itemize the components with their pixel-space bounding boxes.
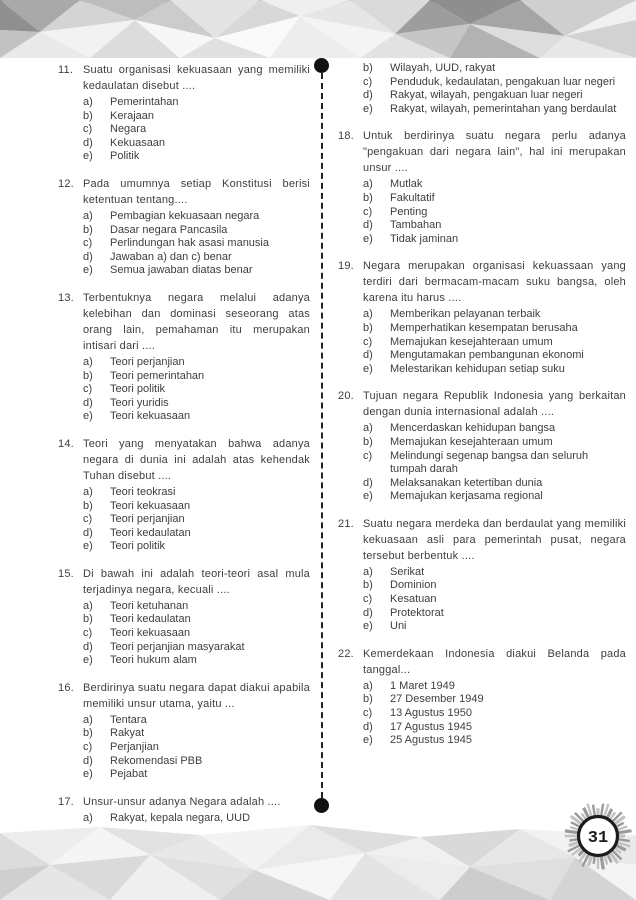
option-row: [83, 251, 310, 265]
option-text: Teori kedaulatan: [110, 526, 191, 539]
option-row: [83, 410, 310, 424]
options-list: [338, 62, 626, 116]
option-row: [363, 322, 626, 336]
option-row: [363, 206, 626, 220]
option-text: Jawaban a) dan c) benar: [110, 250, 232, 263]
option-text: Teori teokrasi: [110, 485, 176, 498]
question-text: Negara merupakan organisasi kekuassaan yang terdiri dari bermacam-macam suku bangsa, oleh karena itu harus ....: [363, 260, 626, 305]
option-letter: a): [83, 209, 93, 222]
question-text: Kemerdekaan Indonesia diakui Belanda pada tanggal...: [363, 647, 626, 676]
option-row: [83, 727, 310, 741]
option-text: 1 Maret 1949: [390, 679, 455, 692]
option-letter: e): [83, 264, 93, 277]
question-block: [58, 794, 310, 826]
option-row: [363, 62, 626, 76]
option-letter: d): [363, 606, 373, 619]
question-header: [58, 62, 310, 94]
question-header: [58, 680, 310, 712]
option-text: Melestarikan kehidupan setiap suku: [390, 362, 565, 375]
option-row: [83, 224, 310, 238]
question-header: [58, 290, 310, 354]
question-number: 13.: [58, 291, 74, 304]
option-row: [83, 110, 310, 124]
option-row: [83, 210, 310, 224]
question-block: [58, 680, 310, 782]
option-letter: a): [83, 96, 93, 108]
option-row: [363, 422, 626, 436]
options-list: [58, 812, 310, 826]
option-row: [83, 123, 310, 137]
option-row: [363, 89, 626, 103]
option-letter: e): [363, 734, 373, 747]
option-row: [363, 680, 626, 694]
option-text: Memperhatikan kesempatan berusaha: [390, 321, 578, 334]
option-letter: d): [363, 720, 373, 733]
option-row: [363, 336, 626, 350]
question-block: [58, 436, 310, 554]
question-number: 21.: [338, 517, 354, 530]
option-text: Semua jawaban diatas benar: [110, 264, 253, 277]
question-options-continued: [338, 62, 626, 116]
question-text: Tujuan negara Republik Indonesia yang berkaitan dengan dunia internasional adalah ....: [363, 390, 626, 419]
option-letter: b): [83, 499, 93, 512]
question-text: Teori yang menyatakan bahwa adanya negara di dunia ini adalah atas kehendak Tuhan disebut ....: [83, 437, 310, 482]
question-block: [58, 290, 310, 424]
option-letter: e): [83, 410, 93, 423]
question-header: [338, 516, 626, 564]
page-number-badge: [562, 800, 634, 872]
option-text: Negara: [110, 123, 147, 136]
option-text: Teori politik: [110, 540, 166, 553]
option-row: [363, 76, 626, 90]
questions-column-right: [338, 62, 626, 760]
option-text: Memajukan kesejahteraan umum: [390, 435, 553, 448]
option-letter: a): [363, 178, 373, 191]
option-row: [83, 356, 310, 370]
option-letter: d): [83, 640, 93, 653]
question-number: 18.: [338, 130, 354, 143]
option-text: Rakyat, kepala negara, UUD: [110, 811, 251, 824]
divider-bottom-dot: [314, 798, 329, 813]
option-letter: c): [83, 237, 93, 250]
option-letter: c): [363, 335, 373, 348]
option-row: [83, 397, 310, 411]
question-block: [58, 566, 310, 668]
option-letter: e): [363, 102, 373, 115]
option-row: [363, 192, 626, 206]
option-text: Teori kedaulatan: [110, 613, 191, 626]
question-block: [338, 516, 626, 634]
question-block: [338, 258, 626, 376]
option-letter: a): [363, 565, 373, 578]
option-text: Kesatuan: [390, 593, 437, 606]
option-text: Teori perjanjian: [110, 355, 185, 368]
option-row: [83, 812, 310, 826]
option-text: Mencerdaskan kehidupan bangsa: [390, 422, 556, 435]
options-list: [58, 486, 310, 554]
question-text: Suatu negara merdeka dan berdaulat yang memiliki kekuasaan asli para pemerintah pusat, negara tersebut berbentuk ....: [363, 517, 626, 562]
options-list: [338, 308, 626, 376]
option-letter: b): [83, 727, 93, 740]
question-block: [338, 646, 626, 748]
option-row: [83, 540, 310, 554]
option-letter: e): [83, 768, 93, 781]
option-row: [363, 450, 626, 477]
option-row: [83, 600, 310, 614]
question-block: [58, 176, 310, 278]
option-letter: c): [363, 707, 373, 720]
option-letter: c): [363, 205, 373, 218]
option-letter: d): [363, 89, 373, 102]
option-text: Mutlak: [390, 178, 423, 191]
option-row: [363, 219, 626, 233]
question-number: 22.: [338, 647, 354, 660]
option-letter: e): [83, 654, 93, 667]
option-letter: a): [363, 422, 373, 435]
options-list: [58, 210, 310, 278]
option-letter: c): [363, 75, 373, 88]
question-header: [58, 176, 310, 208]
option-letter: c): [83, 513, 93, 526]
option-row: [83, 527, 310, 541]
option-letter: b): [83, 223, 93, 236]
option-letter: c): [363, 593, 373, 606]
option-row: [363, 233, 626, 247]
option-text: Dominion: [390, 579, 437, 592]
option-letter: d): [363, 349, 373, 362]
option-row: [83, 264, 310, 278]
option-letter: d): [83, 136, 93, 149]
option-row: [363, 566, 626, 580]
option-text: Memberikan pelayanan terbaik: [390, 308, 541, 321]
option-letter: b): [363, 321, 373, 334]
option-letter: b): [83, 109, 93, 122]
option-text: Rakyat: [110, 727, 145, 740]
option-text: Dasar negara Pancasila: [110, 223, 228, 236]
option-row: [83, 486, 310, 500]
option-letter: a): [363, 679, 373, 692]
option-text: Memajukan kesejahteraan umum: [390, 335, 553, 348]
option-row: [363, 363, 626, 377]
option-text: Tambahan: [390, 219, 442, 232]
question-text: Suatu organisasi kekuasaan yang memiliki kedaulatan disebut ....: [83, 64, 310, 92]
option-row: [363, 693, 626, 707]
question-header: [338, 128, 626, 176]
option-row: [83, 755, 310, 769]
question-header: [338, 258, 626, 306]
option-letter: a): [83, 811, 93, 824]
option-row: [363, 103, 626, 117]
option-text: Perlindungan hak asasi manusia: [110, 237, 269, 250]
options-list: [58, 714, 310, 782]
option-text: Teori pemerintahan: [110, 369, 205, 382]
option-text: Rakyat, wilayah, pemerintahan yang berdaulat: [390, 102, 617, 115]
option-letter: e): [83, 150, 93, 163]
option-row: [363, 734, 626, 748]
question-number: 11.: [58, 64, 74, 76]
question-header: [58, 566, 310, 598]
question-block: [58, 62, 310, 164]
option-letter: d): [83, 250, 93, 263]
option-row: [363, 607, 626, 621]
option-row: [363, 308, 626, 322]
option-text: Pejabat: [110, 768, 148, 781]
option-text: Uni: [390, 620, 407, 633]
option-letter: b): [83, 613, 93, 626]
question-number: 16.: [58, 681, 74, 694]
option-letter: c): [363, 449, 373, 462]
option-letter: b): [363, 62, 373, 74]
option-text: Kekuasaan: [110, 136, 166, 149]
option-row: [363, 349, 626, 363]
question-number: 15.: [58, 567, 74, 580]
option-row: [83, 641, 310, 655]
question-text: Untuk berdirinya suatu negara perlu adanya "pengakuan dari negara lain", hal ini merupakan unsur ....: [363, 130, 626, 175]
option-row: [363, 707, 626, 721]
option-letter: a): [83, 355, 93, 368]
question-number: 19.: [338, 260, 354, 273]
option-row: [83, 96, 310, 110]
option-text: Wilayah, UUD, rakyat: [390, 62, 496, 74]
option-row: [83, 768, 310, 782]
option-text: Teori kekuasaan: [110, 499, 191, 512]
option-text: Teori politik: [110, 383, 166, 396]
option-text: Politik: [110, 150, 140, 163]
option-text: Teori perjanjian masyarakat: [110, 640, 245, 653]
option-row: [363, 579, 626, 593]
option-letter: e): [363, 362, 373, 375]
question-number: 17.: [58, 795, 74, 808]
option-text: Tentara: [110, 713, 147, 726]
question-text: Pada umumnya setiap Konstitusi berisi ketentuan tentang....: [83, 177, 310, 206]
option-row: [83, 714, 310, 728]
option-text: 25 Agustus 1945: [390, 734, 472, 747]
option-row: [363, 436, 626, 450]
questions-column-left: [58, 62, 310, 837]
option-letter: e): [83, 540, 93, 553]
option-text: 27 Desember 1949: [390, 693, 484, 706]
option-text: Pembagian kekuasaan negara: [110, 209, 260, 222]
question-header: [338, 646, 626, 678]
option-row: [83, 613, 310, 627]
question-text: Unsur-unsur adanya Negara adalah ....: [83, 795, 281, 808]
option-text: Teori kekuasaan: [110, 627, 191, 640]
option-row: [363, 477, 626, 491]
option-text: Perjanjian: [110, 741, 159, 754]
option-row: [83, 500, 310, 514]
option-text: Teori kekuasaan: [110, 410, 191, 423]
option-letter: a): [83, 713, 93, 726]
option-letter: a): [83, 485, 93, 498]
option-letter: d): [363, 219, 373, 232]
option-letter: c): [83, 383, 93, 396]
question-header: [58, 436, 310, 484]
question-header: [338, 388, 626, 420]
option-text: Protektorat: [390, 606, 444, 619]
question-header: [58, 794, 310, 810]
option-text: Melindungi segenap bangsa dan seluruh tumpah darah: [390, 449, 589, 476]
option-text: Melaksanakan ketertiban dunia: [390, 476, 543, 489]
option-letter: b): [83, 369, 93, 382]
options-list: [58, 600, 310, 668]
option-letter: b): [363, 191, 373, 204]
options-list: [338, 566, 626, 634]
options-list: [58, 356, 310, 424]
option-row: [363, 721, 626, 735]
question-block: [338, 388, 626, 504]
option-row: [363, 490, 626, 504]
option-text: 13 Agustus 1950: [390, 707, 472, 720]
options-list: [338, 178, 626, 246]
option-letter: c): [83, 741, 93, 754]
option-row: [363, 620, 626, 634]
option-row: [363, 178, 626, 192]
question-number: 14.: [58, 437, 74, 450]
question-number: 20.: [338, 390, 354, 403]
question-text: Di bawah ini adalah teori-teori asal mula terjadinya negara, kecuali ....: [83, 567, 310, 596]
question-text: Terbentuknya negara melalui adanya kelebihan dan dominasi seseorang atas orang lain, pemahaman itu merupakan intisari dari ....: [83, 291, 310, 352]
option-letter: d): [83, 396, 93, 409]
option-letter: c): [83, 627, 93, 640]
option-text: Rakyat, wilayah, pengakuan luar negeri: [390, 89, 583, 102]
option-row: [83, 137, 310, 151]
options-list: [338, 680, 626, 748]
options-list: [338, 422, 626, 504]
option-text: Pemerintahan: [110, 96, 179, 108]
option-text: 17 Agustus 1945: [390, 720, 472, 733]
option-text: Penting: [390, 205, 428, 218]
option-row: [83, 150, 310, 164]
option-text: Teori ketuhanan: [110, 599, 189, 612]
option-letter: e): [363, 232, 373, 245]
option-letter: d): [83, 754, 93, 767]
option-letter: c): [83, 123, 93, 136]
option-row: [83, 383, 310, 397]
bottom-polygon-banner: [0, 825, 636, 900]
option-letter: e): [363, 620, 373, 633]
option-text: Penduduk, kedaulatan, pengakuan luar negeri: [390, 75, 616, 88]
option-letter: a): [83, 599, 93, 612]
question-text: Berdirinya suatu negara dapat diakui apabila memiliki unsur utama, yaitu ...: [83, 681, 310, 710]
option-text: Memajukan kerjasama regional: [390, 490, 543, 503]
option-letter: d): [363, 476, 373, 489]
option-text: Teori perjanjian: [110, 513, 185, 526]
option-row: [363, 593, 626, 607]
option-text: Serikat: [390, 565, 425, 578]
option-text: Kerajaan: [110, 109, 155, 122]
option-text: Rekomendasi PBB: [110, 754, 203, 767]
options-list: [58, 96, 310, 164]
option-row: [83, 627, 310, 641]
option-letter: b): [363, 579, 373, 592]
page-number: 31: [587, 829, 609, 848]
option-row: [83, 741, 310, 755]
question-number: 12.: [58, 177, 74, 190]
option-row: [83, 370, 310, 384]
option-letter: b): [363, 435, 373, 448]
option-letter: d): [83, 526, 93, 539]
option-text: Mengutamakan pembangunan ekonomi: [390, 349, 584, 362]
option-row: [83, 513, 310, 527]
option-text: Tidak jaminan: [390, 232, 459, 245]
option-letter: a): [363, 308, 373, 321]
column-divider: [321, 63, 323, 808]
option-text: Teori yuridis: [110, 396, 169, 409]
option-text: Fakultatif: [390, 191, 435, 204]
option-letter: e): [363, 490, 373, 503]
option-row: [83, 654, 310, 668]
option-text: Teori hukum alam: [110, 654, 197, 667]
top-polygon-banner: [0, 0, 636, 58]
question-block: [338, 128, 626, 246]
divider-top-dot: [314, 58, 329, 73]
option-row: [83, 237, 310, 251]
option-letter: b): [363, 693, 373, 706]
